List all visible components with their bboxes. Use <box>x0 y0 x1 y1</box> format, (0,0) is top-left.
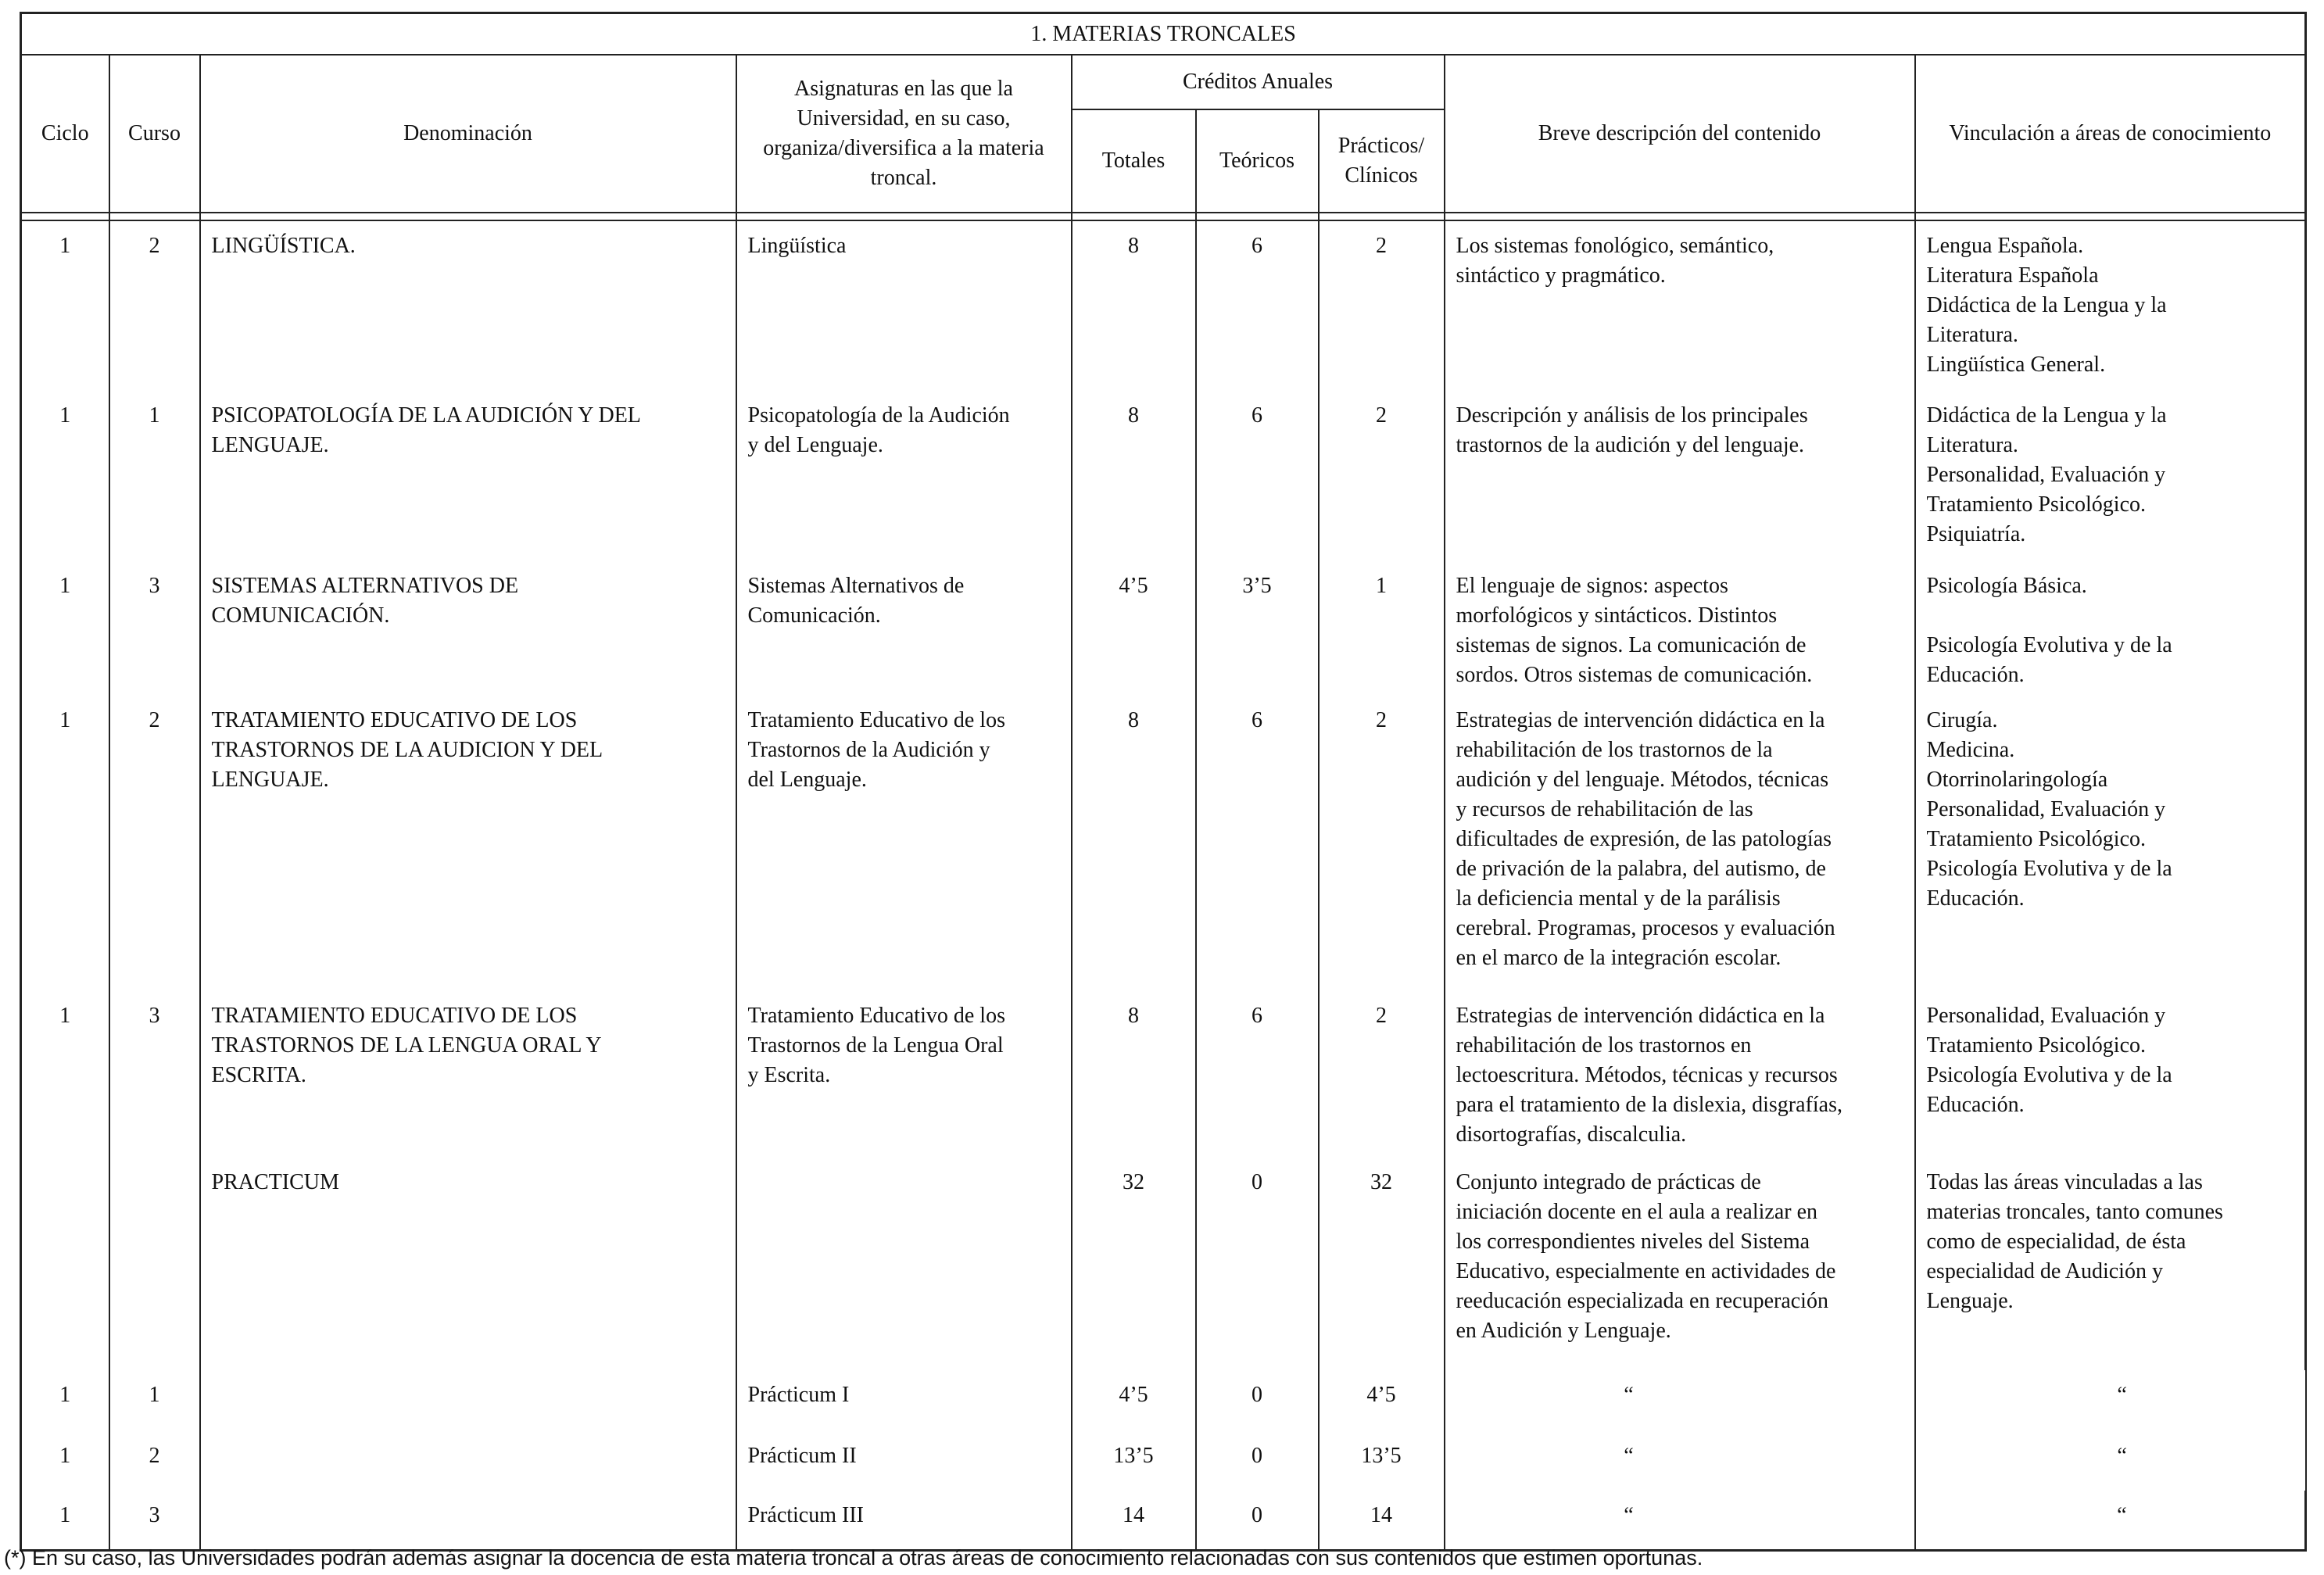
header-denominacion: Denominación <box>200 55 736 213</box>
cell-totales: 4’5 <box>1072 561 1196 696</box>
header-vinculacion: Vinculación a áreas de conocimiento <box>1915 55 2306 213</box>
cell-descripcion: Conjunto integrado de prácticas de iniciación docente en el aula a realizar en los correspondientes niveles del Sistema Educativo, especialmente en actividades de reeducación especializada en recuperación en Audición y Lenguaje. <box>1445 1158 1915 1370</box>
header-ciclo: Ciclo <box>21 55 109 213</box>
cell-totales: 8 <box>1072 220 1196 391</box>
cell-ciclo: 1 <box>21 1431 109 1491</box>
cell-descripcion: “ <box>1445 1431 1915 1491</box>
cell-ciclo: 1 <box>21 220 109 391</box>
cell-vinculacion: Lengua Española. Literatura Española Didáctica de la Lengua y la Literatura. Lingüística General. <box>1915 220 2306 391</box>
cell-vinculacion: Psicología Básica. Psicología Evolutiva y de la Educación. <box>1915 561 2306 696</box>
cell-teoricos: 0 <box>1196 1431 1319 1491</box>
cell-ciclo: 1 <box>21 1491 109 1550</box>
cell-practicos: 2 <box>1319 696 1445 991</box>
header-totales: Totales <box>1072 109 1196 213</box>
cell-totales: 32 <box>1072 1158 1196 1370</box>
cell-teoricos: 0 <box>1196 1491 1319 1550</box>
cell-vinculacion: “ <box>1915 1491 2306 1550</box>
cell-vinculacion: Didáctica de la Lengua y la Literatura. Personalidad, Evaluación y Tratamiento Psicológico. Psiquiatría. <box>1915 391 2306 561</box>
cell-curso: 3 <box>109 991 200 1158</box>
cell-asignatura: Prácticum II <box>736 1431 1072 1491</box>
cell-denominacion: LINGÜÍSTICA. <box>200 220 736 391</box>
cell-practicos: 1 <box>1319 561 1445 696</box>
table-row <box>21 696 2306 991</box>
cell-descripcion: “ <box>1445 1491 1915 1550</box>
table-row <box>21 391 2306 561</box>
cell-ciclo: 1 <box>21 1370 109 1431</box>
cell-denominacion: PRACTICUM <box>200 1158 736 1370</box>
cell-curso: 3 <box>109 1491 200 1550</box>
cell-denominacion <box>200 1431 736 1491</box>
cell-practicos: 2 <box>1319 391 1445 561</box>
cell-descripcion: “ <box>1445 1370 1915 1431</box>
cell-asignatura: Prácticum I <box>736 1370 1072 1431</box>
cell-totales: 4’5 <box>1072 1370 1196 1431</box>
cell-practicos: 32 <box>1319 1158 1445 1370</box>
cell-asignatura: Prácticum III <box>736 1491 1072 1550</box>
cell-totales: 14 <box>1072 1491 1196 1550</box>
cell-asignatura: Psicopatología de la Audición y del Lenguaje. <box>736 391 1072 561</box>
cell-curso: 1 <box>109 391 200 561</box>
cell-vinculacion: Personalidad, Evaluación y Tratamiento Psicológico. Psicología Evolutiva y de la Educación. <box>1915 991 2306 1158</box>
header-asignaturas: Asignaturas en las que la Universidad, en su caso, organiza/diversifica a la materia troncal. <box>736 55 1072 213</box>
cell-denominacion: TRATAMIENTO EDUCATIVO DE LOS TRASTORNOS DE LA AUDICION Y DEL LENGUAJE. <box>200 696 736 991</box>
cell-asignatura <box>736 1158 1072 1370</box>
cell-practicos: 13’5 <box>1319 1431 1445 1491</box>
cell-descripcion: Estrategias de intervención didáctica en la rehabilitación de los trastornos en lectoescritura. Métodos, técnicas y recursos para el tratamiento de la dislexia, disgrafías, disortografías, discalculia. <box>1445 991 1915 1158</box>
cell-ciclo: 1 <box>21 561 109 696</box>
cell-descripcion: Los sistemas fonológico, semántico, sintáctico y pragmático. <box>1445 220 1915 391</box>
cell-curso: 3 <box>109 561 200 696</box>
header-curso: Curso <box>109 55 200 213</box>
cell-teoricos: 6 <box>1196 696 1319 991</box>
cell-asignatura: Tratamiento Educativo de los Trastornos de la Audición y del Lenguaje. <box>736 696 1072 991</box>
cell-descripcion: Estrategias de intervención didáctica en la rehabilitación de los trastornos de la audición y del lenguaje. Métodos, técnicas y recursos de rehabilitación de las dificultades de expresión, de las patologías de privación de la palabra, del autismo, de la deficiencia mental y de la parálisis cerebral. Programas, procesos y evaluación en el marco de la integración escolar. <box>1445 696 1915 991</box>
cell-totales: 8 <box>1072 696 1196 991</box>
cell-asignatura: Tratamiento Educativo de los Trastornos de la Lengua Oral y Escrita. <box>736 991 1072 1158</box>
cell-practicos: 14 <box>1319 1491 1445 1550</box>
cell-descripcion: El lenguaje de signos: aspectos morfológicos y sintácticos. Distintos sistemas de signos. La comunicación de sordos. Otros sistemas de comunicación. <box>1445 561 1915 696</box>
cell-vinculacion: Todas las áreas vinculadas a las materias troncales, tanto comunes como de especialidad, de ésta especialidad de Audición y Lenguaje. <box>1915 1158 2306 1370</box>
cell-totales: 13’5 <box>1072 1431 1196 1491</box>
cell-denominacion: PSICOPATOLOGÍA DE LA AUDICIÓN Y DEL LENGUAJE. <box>200 391 736 561</box>
header-descripcion: Breve descripción del contenido <box>1445 55 1915 213</box>
cell-teoricos: 6 <box>1196 991 1319 1158</box>
header-practicos: Prácticos/ Clínicos <box>1319 109 1445 213</box>
materias-troncales-table <box>20 12 2307 1552</box>
cell-teoricos: 6 <box>1196 391 1319 561</box>
cell-vinculacion: “ <box>1915 1370 2306 1431</box>
footnote: (*) En su caso, las Universidades podrán además asignar la docencia de esta materia troncal a otras áreas de conocimiento relacionadas con sus contenidos que estimen oportunas. <box>4 1546 1703 1570</box>
cell-curso: 1 <box>109 1370 200 1431</box>
table-row <box>21 991 2306 1158</box>
cell-practicos: 2 <box>1319 220 1445 391</box>
cell-practicos: 4’5 <box>1319 1370 1445 1431</box>
cell-descripcion: Descripción y análisis de los principales trastornos de la audición y del lenguaje. <box>1445 391 1915 561</box>
cell-ciclo: 1 <box>21 391 109 561</box>
cell-totales: 8 <box>1072 991 1196 1158</box>
cell-ciclo: 1 <box>21 991 109 1158</box>
cell-curso: 2 <box>109 696 200 991</box>
cell-ciclo <box>21 1158 109 1370</box>
header-separator <box>21 213 2306 220</box>
table-title: 1. MATERIAS TRONCALES <box>21 13 2306 55</box>
cell-teoricos: 0 <box>1196 1370 1319 1431</box>
cell-denominacion <box>200 1491 736 1550</box>
cell-curso <box>109 1158 200 1370</box>
cell-ciclo: 1 <box>21 696 109 991</box>
table-row <box>21 1491 2306 1550</box>
cell-denominacion: TRATAMIENTO EDUCATIVO DE LOS TRASTORNOS DE LA LENGUA ORAL Y ESCRITA. <box>200 991 736 1158</box>
cell-totales: 8 <box>1072 391 1196 561</box>
header-teoricos: Teóricos <box>1196 109 1319 213</box>
table-row <box>21 1431 2306 1491</box>
header-creditos-anuales: Créditos Anuales <box>1072 55 1445 109</box>
cell-curso: 2 <box>109 220 200 391</box>
cell-practicos: 2 <box>1319 991 1445 1158</box>
cell-asignatura: Sistemas Alternativos de Comunicación. <box>736 561 1072 696</box>
cell-denominacion <box>200 1370 736 1431</box>
table-row <box>21 1158 2306 1370</box>
cell-vinculacion: Cirugía. Medicina. Otorrinolaringología Personalidad, Evaluación y Tratamiento Psicológico. Psicología Evolutiva y de la Educación. <box>1915 696 2306 991</box>
cell-denominacion: SISTEMAS ALTERNATIVOS DE COMUNICACIÓN. <box>200 561 736 696</box>
cell-vinculacion: “ <box>1915 1431 2306 1491</box>
cell-curso: 2 <box>109 1431 200 1491</box>
cell-teoricos: 0 <box>1196 1158 1319 1370</box>
table-row <box>21 220 2306 391</box>
table-row <box>21 561 2306 696</box>
table-row <box>21 1370 2306 1431</box>
cell-teoricos: 6 <box>1196 220 1319 391</box>
cell-teoricos: 3’5 <box>1196 561 1319 696</box>
cell-asignatura: Lingüística <box>736 220 1072 391</box>
